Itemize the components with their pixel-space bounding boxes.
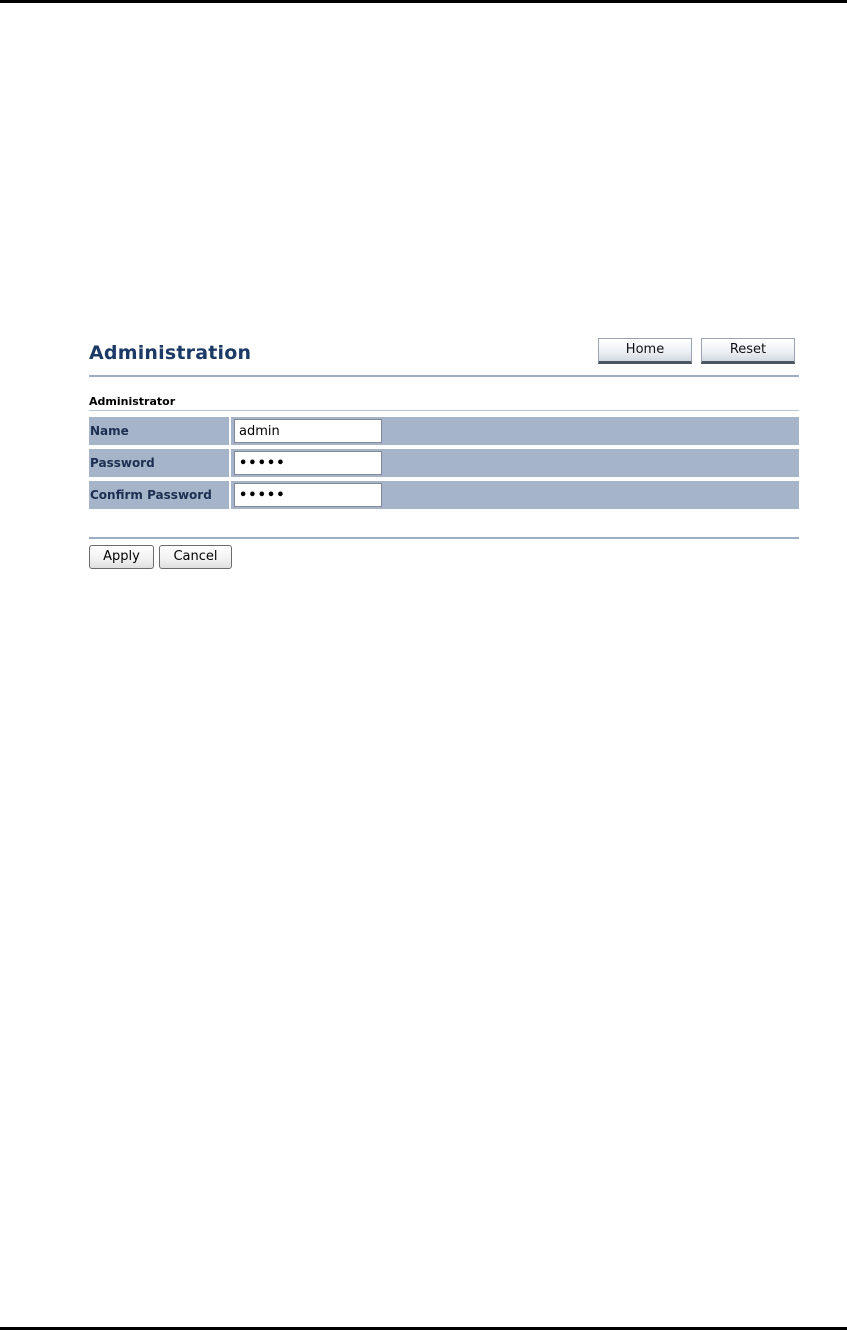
cancel-button[interactable]: Cancel — [159, 545, 232, 569]
home-button[interactable]: Home — [598, 338, 692, 364]
password-label: Password — [89, 449, 229, 477]
page-top-rule — [0, 0, 847, 3]
confirm-password-row — [89, 481, 799, 509]
page-title: Administration — [89, 342, 252, 364]
section-divider — [89, 410, 799, 411]
reset-button[interactable]: Reset — [701, 338, 795, 364]
name-value-cell — [231, 417, 799, 445]
name-row — [89, 417, 799, 445]
apply-button[interactable]: Apply — [89, 545, 154, 569]
name-label: Name — [89, 417, 229, 445]
confirm-password-value-cell — [231, 481, 799, 509]
password-field[interactable] — [234, 451, 382, 475]
password-value-cell — [231, 449, 799, 477]
confirm-password-label: Confirm Password — [89, 481, 229, 509]
form-divider — [89, 537, 799, 539]
header-divider — [89, 375, 799, 377]
confirm-password-field[interactable] — [234, 483, 382, 507]
name-field[interactable] — [234, 419, 382, 443]
section-title: Administrator — [89, 395, 176, 408]
password-row — [89, 449, 799, 477]
